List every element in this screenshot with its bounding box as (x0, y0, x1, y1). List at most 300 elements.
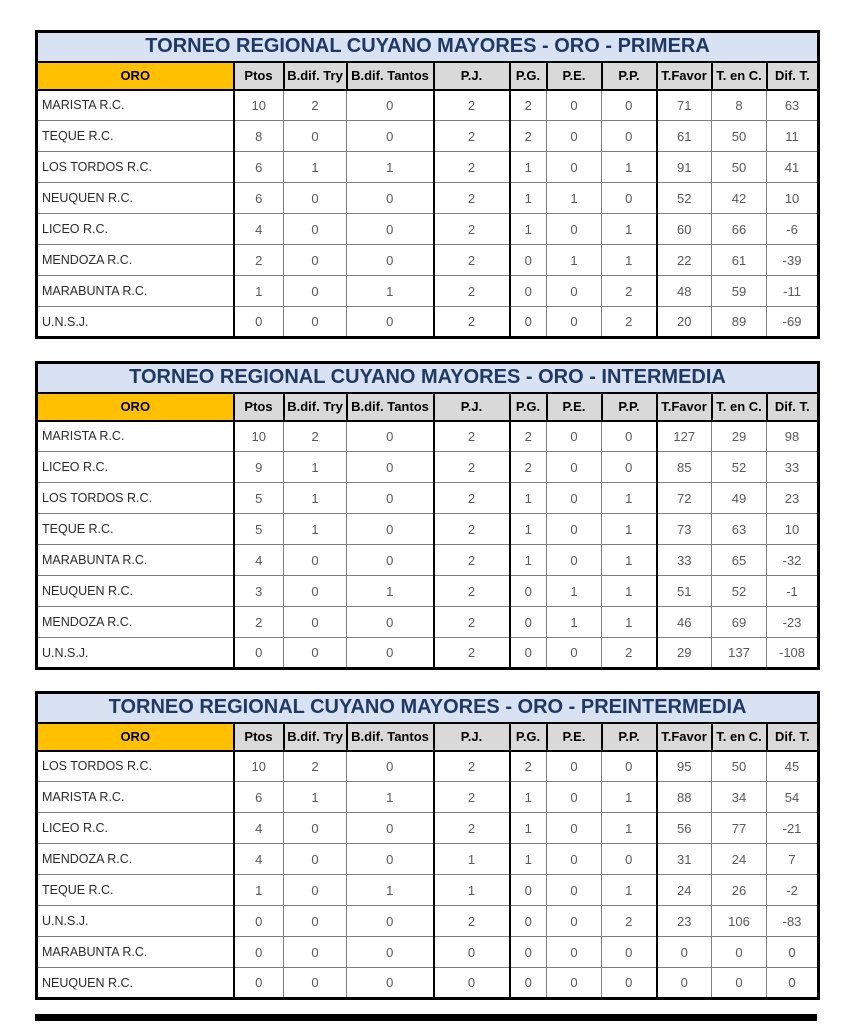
stat-value: 22 (657, 245, 712, 276)
stat-value: 2 (434, 214, 510, 245)
stat-value: 24 (657, 875, 712, 906)
team-row (37, 813, 819, 844)
stat-value: 1 (510, 545, 547, 576)
column-header: Ptos (234, 62, 284, 90)
stat-value: 6 (234, 152, 284, 183)
stat-value: 2 (434, 452, 510, 483)
column-header: P.P. (602, 62, 657, 90)
stat-value: 0 (602, 452, 657, 483)
stat-value: 5 (234, 514, 284, 545)
stat-value: 0 (284, 607, 347, 638)
stat-value: 0 (510, 968, 547, 999)
stat-value: 1 (434, 875, 510, 906)
team-row (37, 421, 819, 452)
stat-value: 2 (602, 906, 657, 937)
stat-value: 0 (712, 968, 767, 999)
stat-value: 1 (602, 545, 657, 576)
stat-value: 0 (510, 607, 547, 638)
stat-value: 0 (547, 638, 602, 669)
stat-value: 2 (284, 90, 347, 121)
stat-value: 1 (510, 844, 547, 875)
stat-value: 2 (434, 152, 510, 183)
column-header: P.G. (510, 62, 547, 90)
stat-value: 0 (547, 968, 602, 999)
team-row (37, 214, 819, 245)
stat-value: 10 (767, 183, 819, 214)
stat-value: 0 (602, 751, 657, 782)
stat-value: 1 (602, 214, 657, 245)
stat-value: 0 (347, 607, 434, 638)
stat-value: 2 (434, 638, 510, 669)
stat-value: 0 (547, 875, 602, 906)
team-name: MENDOZA R.C. (37, 607, 234, 638)
column-header: P.E. (547, 723, 602, 751)
stat-value: 1 (510, 152, 547, 183)
stat-value: 72 (657, 483, 712, 514)
column-header: P.E. (547, 393, 602, 421)
column-header: P.P. (602, 393, 657, 421)
stat-value: 1 (284, 452, 347, 483)
standings-section-intermedia (35, 361, 820, 670)
stat-value: 106 (712, 906, 767, 937)
stat-value: 2 (434, 782, 510, 813)
stat-value: 0 (547, 937, 602, 968)
stat-value: 1 (284, 483, 347, 514)
stat-value: 9 (234, 452, 284, 483)
stat-value: 0 (347, 245, 434, 276)
team-row (37, 844, 819, 875)
standings-section-primera (35, 30, 820, 339)
column-header: B.dif. Tantos (347, 393, 434, 421)
column-header: P.E. (547, 62, 602, 90)
stat-value: 2 (434, 813, 510, 844)
stat-value: 0 (347, 937, 434, 968)
stat-value: 2 (284, 421, 347, 452)
stat-value: 85 (657, 452, 712, 483)
column-header: P.J. (434, 723, 510, 751)
stat-value: 11 (767, 121, 819, 152)
stat-value: 2 (434, 514, 510, 545)
stat-value: 0 (547, 514, 602, 545)
team-name: LICEO R.C. (37, 214, 234, 245)
stat-value: 1 (434, 844, 510, 875)
stat-value: 0 (657, 968, 712, 999)
stat-value: 2 (434, 245, 510, 276)
column-header: Ptos (234, 723, 284, 751)
stat-value: 137 (712, 638, 767, 669)
stat-value: 2 (434, 421, 510, 452)
standings-table-primera (35, 30, 820, 339)
stat-value: 4 (234, 214, 284, 245)
stat-value: 0 (547, 751, 602, 782)
stat-value: 0 (284, 276, 347, 307)
stat-value: 20 (657, 307, 712, 338)
team-name: MARABUNTA R.C. (37, 545, 234, 576)
stat-value: 2 (510, 452, 547, 483)
stat-value: 54 (767, 782, 819, 813)
stat-value: 1 (510, 214, 547, 245)
stat-value: 1 (602, 875, 657, 906)
team-row (37, 307, 819, 338)
stat-value: 2 (434, 607, 510, 638)
team-row (37, 152, 819, 183)
stat-value: 0 (547, 421, 602, 452)
stat-value: 3 (234, 576, 284, 607)
stat-value: 10 (234, 421, 284, 452)
stat-value: 42 (712, 183, 767, 214)
stat-value: 1 (602, 514, 657, 545)
stat-value: 2 (510, 121, 547, 152)
stat-value: 88 (657, 782, 712, 813)
team-name: LICEO R.C. (37, 452, 234, 483)
stat-value: 0 (547, 276, 602, 307)
stat-value: 0 (347, 307, 434, 338)
stat-value: 2 (434, 751, 510, 782)
stat-value: 1 (602, 245, 657, 276)
stat-value: 29 (712, 421, 767, 452)
team-row (37, 751, 819, 782)
stat-value: 0 (347, 751, 434, 782)
stat-value: 2 (434, 121, 510, 152)
stat-value: 0 (547, 906, 602, 937)
stat-value: 0 (547, 813, 602, 844)
stat-value: 2 (602, 638, 657, 669)
stat-value: 0 (547, 307, 602, 338)
stat-value: 66 (712, 214, 767, 245)
stat-value: 1 (510, 782, 547, 813)
stat-value: 1 (347, 875, 434, 906)
table-title: TORNEO REGIONAL CUYANO MAYORES - ORO - PRIMERA (37, 32, 819, 62)
stat-value: 0 (347, 968, 434, 999)
stat-value: 0 (234, 937, 284, 968)
team-name: TEQUE R.C. (37, 121, 234, 152)
standings-table-preintermedia (35, 691, 820, 1000)
team-name: LICEO R.C. (37, 813, 234, 844)
stat-value: 0 (347, 545, 434, 576)
stat-value: 0 (510, 307, 547, 338)
column-header: P.J. (434, 393, 510, 421)
team-row (37, 276, 819, 307)
stat-value: 0 (712, 937, 767, 968)
stat-value: 60 (657, 214, 712, 245)
stat-value: 0 (434, 968, 510, 999)
stat-value: 0 (547, 483, 602, 514)
stat-value: 1 (602, 152, 657, 183)
stat-value: 2 (434, 545, 510, 576)
standings-table-intermedia (35, 361, 820, 670)
stat-value: 48 (657, 276, 712, 307)
stat-value: 31 (657, 844, 712, 875)
stat-value: 2 (434, 90, 510, 121)
stat-value: 2 (234, 245, 284, 276)
stat-value: 23 (657, 906, 712, 937)
stat-value: -23 (767, 607, 819, 638)
stat-value: 50 (712, 121, 767, 152)
stat-value: 0 (347, 906, 434, 937)
stat-value: 0 (234, 906, 284, 937)
team-row (37, 576, 819, 607)
stat-value: 50 (712, 751, 767, 782)
stat-value: 2 (434, 576, 510, 607)
oro-header: ORO (37, 723, 234, 751)
column-header: B.dif. Try (284, 723, 347, 751)
stat-value: 0 (284, 968, 347, 999)
stat-value: 1 (234, 276, 284, 307)
stat-value: 49 (712, 483, 767, 514)
stat-value: 0 (767, 937, 819, 968)
stat-value: 127 (657, 421, 712, 452)
stat-value: 95 (657, 751, 712, 782)
stat-value: 0 (602, 968, 657, 999)
team-name: MARISTA R.C. (37, 782, 234, 813)
column-header: T. en C. (712, 62, 767, 90)
stat-value: 0 (284, 813, 347, 844)
stat-value: 91 (657, 152, 712, 183)
stat-value: -69 (767, 307, 819, 338)
team-row (37, 638, 819, 669)
team-name: MARISTA R.C. (37, 90, 234, 121)
team-name: LOS TORDOS R.C. (37, 152, 234, 183)
column-header: T. en C. (712, 393, 767, 421)
column-header: B.dif. Try (284, 62, 347, 90)
stat-value: 52 (712, 452, 767, 483)
stat-value: 98 (767, 421, 819, 452)
stat-value: -6 (767, 214, 819, 245)
stat-value: 45 (767, 751, 819, 782)
column-header: B.dif. Tantos (347, 62, 434, 90)
stat-value: 4 (234, 844, 284, 875)
team-name: MENDOZA R.C. (37, 245, 234, 276)
stat-value: 0 (347, 214, 434, 245)
stat-value: -39 (767, 245, 819, 276)
stat-value: 0 (510, 245, 547, 276)
stat-value: 1 (510, 514, 547, 545)
stat-value: 0 (547, 90, 602, 121)
stat-value: 29 (657, 638, 712, 669)
column-header: P.P. (602, 723, 657, 751)
team-name: U.N.S.J. (37, 906, 234, 937)
stat-value: 0 (347, 844, 434, 875)
stat-value: 0 (510, 276, 547, 307)
stat-value: 8 (712, 90, 767, 121)
stat-value: 56 (657, 813, 712, 844)
stat-value: 52 (657, 183, 712, 214)
team-row (37, 483, 819, 514)
column-header: T.Favor (657, 393, 712, 421)
stat-value: 2 (510, 90, 547, 121)
stat-value: 1 (602, 483, 657, 514)
stat-value: 0 (510, 638, 547, 669)
column-header: Dif. T. (767, 393, 819, 421)
stat-value: 50 (712, 152, 767, 183)
team-row (37, 452, 819, 483)
stat-value: 51 (657, 576, 712, 607)
stat-value: 0 (602, 121, 657, 152)
team-name: NEUQUEN R.C. (37, 576, 234, 607)
column-header: T. en C. (712, 723, 767, 751)
stat-value: 0 (547, 214, 602, 245)
team-name: NEUQUEN R.C. (37, 968, 234, 999)
stat-value: 2 (284, 751, 347, 782)
team-row (37, 607, 819, 638)
stat-value: 1 (602, 607, 657, 638)
stat-value: 59 (712, 276, 767, 307)
stat-value: 71 (657, 90, 712, 121)
stat-value: 0 (602, 90, 657, 121)
stat-value: 4 (234, 545, 284, 576)
stat-value: 0 (284, 875, 347, 906)
stat-value: 0 (234, 968, 284, 999)
stat-value: 10 (234, 751, 284, 782)
team-name: TEQUE R.C. (37, 514, 234, 545)
team-name: MARISTA R.C. (37, 421, 234, 452)
stat-value: 0 (347, 90, 434, 121)
stat-value: 1 (347, 276, 434, 307)
stat-value: 0 (284, 638, 347, 669)
stat-value: 1 (284, 782, 347, 813)
team-name: LOS TORDOS R.C. (37, 483, 234, 514)
stat-value: 0 (347, 121, 434, 152)
standings-section-preintermedia (35, 691, 820, 1000)
stat-value: 0 (434, 937, 510, 968)
column-header: P.J. (434, 62, 510, 90)
stat-value: 0 (547, 452, 602, 483)
stat-value: 0 (767, 968, 819, 999)
column-header: Dif. T. (767, 62, 819, 90)
stat-value: 1 (547, 607, 602, 638)
column-header: T.Favor (657, 62, 712, 90)
stat-value: 89 (712, 307, 767, 338)
team-row (37, 121, 819, 152)
stat-value: 34 (712, 782, 767, 813)
stat-value: 1 (510, 483, 547, 514)
column-header: P.G. (510, 723, 547, 751)
stat-value: 1 (602, 813, 657, 844)
stat-value: -11 (767, 276, 819, 307)
stat-value: -21 (767, 813, 819, 844)
stat-value: 0 (347, 638, 434, 669)
stat-value: 0 (347, 514, 434, 545)
stat-value: 1 (547, 576, 602, 607)
stat-value: 0 (284, 937, 347, 968)
stat-value: 2 (602, 276, 657, 307)
team-row (37, 183, 819, 214)
stat-value: 0 (602, 421, 657, 452)
stat-value: 0 (284, 906, 347, 937)
stat-value: 0 (510, 937, 547, 968)
stat-value: 4 (234, 813, 284, 844)
team-row (37, 514, 819, 545)
stat-value: 73 (657, 514, 712, 545)
stat-value: 0 (284, 307, 347, 338)
stat-value: 0 (284, 245, 347, 276)
table-title: TORNEO REGIONAL CUYANO MAYORES - ORO - INTERMEDIA (37, 363, 819, 393)
stat-value: -2 (767, 875, 819, 906)
team-row (37, 245, 819, 276)
team-name: MARABUNTA R.C. (37, 276, 234, 307)
team-name: U.N.S.J. (37, 307, 234, 338)
column-header: Dif. T. (767, 723, 819, 751)
stat-value: 33 (767, 452, 819, 483)
team-row (37, 545, 819, 576)
stat-value: 0 (284, 545, 347, 576)
oro-header: ORO (37, 62, 234, 90)
stat-value: 0 (547, 121, 602, 152)
team-name: U.N.S.J. (37, 638, 234, 669)
stat-value: 0 (602, 183, 657, 214)
stat-value: 0 (284, 183, 347, 214)
oro-header: ORO (37, 393, 234, 421)
team-row (37, 875, 819, 906)
team-row (37, 968, 819, 999)
stat-value: 0 (510, 875, 547, 906)
stat-value: 0 (510, 576, 547, 607)
stat-value: -1 (767, 576, 819, 607)
stat-value: 0 (347, 483, 434, 514)
stat-value: 0 (347, 421, 434, 452)
team-row (37, 906, 819, 937)
stat-value: 2 (434, 183, 510, 214)
stat-value: 0 (284, 844, 347, 875)
stat-value: 1 (510, 183, 547, 214)
stat-value: 1 (284, 152, 347, 183)
stat-value: 69 (712, 607, 767, 638)
stat-value: 2 (510, 421, 547, 452)
column-header: B.dif. Tantos (347, 723, 434, 751)
stat-value: 23 (767, 483, 819, 514)
stat-value: 0 (347, 183, 434, 214)
team-row (37, 782, 819, 813)
stat-value: 0 (602, 844, 657, 875)
stat-value: 6 (234, 183, 284, 214)
stat-value: 46 (657, 607, 712, 638)
stat-value: 2 (510, 751, 547, 782)
stat-value: 61 (657, 121, 712, 152)
stat-value: 10 (767, 514, 819, 545)
stat-value: 0 (602, 937, 657, 968)
stat-value: 7 (767, 844, 819, 875)
team-name: TEQUE R.C. (37, 875, 234, 906)
stat-value: -83 (767, 906, 819, 937)
stat-value: 0 (547, 782, 602, 813)
stat-value: 77 (712, 813, 767, 844)
stat-value: 41 (767, 152, 819, 183)
stat-value: 2 (434, 307, 510, 338)
stat-value: 0 (657, 937, 712, 968)
stat-value: 0 (347, 813, 434, 844)
stat-value: 6 (234, 782, 284, 813)
team-name: LOS TORDOS R.C. (37, 751, 234, 782)
team-name: NEUQUEN R.C. (37, 183, 234, 214)
column-header: B.dif. Try (284, 393, 347, 421)
next-table-top-border (35, 1014, 817, 1021)
stat-value: 33 (657, 545, 712, 576)
stat-value: 63 (712, 514, 767, 545)
stat-value: 0 (234, 307, 284, 338)
stat-value: 0 (284, 121, 347, 152)
stat-value: 1 (234, 875, 284, 906)
team-row (37, 937, 819, 968)
stat-value: 2 (434, 483, 510, 514)
stat-value: 24 (712, 844, 767, 875)
stat-value: 1 (547, 183, 602, 214)
stat-value: -108 (767, 638, 819, 669)
team-row (37, 90, 819, 121)
stat-value: 0 (234, 638, 284, 669)
stat-value: 0 (547, 152, 602, 183)
stat-value: 0 (284, 576, 347, 607)
stat-value: 2 (434, 276, 510, 307)
